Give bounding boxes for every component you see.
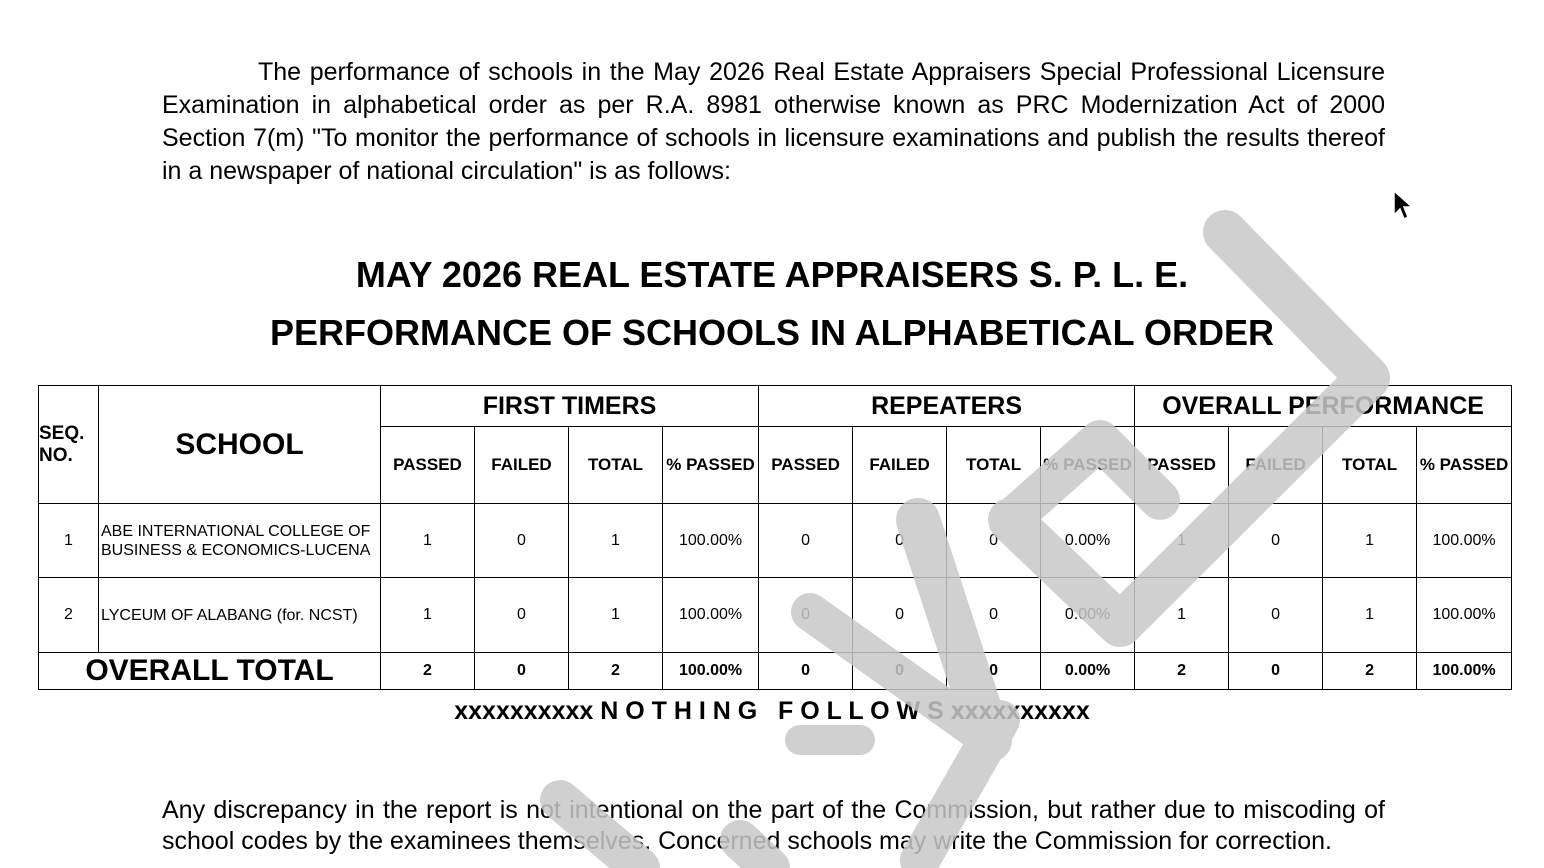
ft-passed-cell: 1 xyxy=(381,578,475,653)
overall-total-row xyxy=(39,653,1512,690)
total-ft-failed: 0 xyxy=(475,653,569,690)
ft-percent-cell: 100.00% xyxy=(663,504,759,578)
table-row xyxy=(39,578,1512,653)
rp-failed-cell: 0 xyxy=(853,504,947,578)
school-performance-table xyxy=(38,385,1512,690)
rp-percent-cell: 0.00% xyxy=(1041,504,1135,578)
ft-total-cell: 1 xyxy=(569,504,663,578)
sub-header-percent-passed: % PASSED xyxy=(1417,427,1512,504)
intro-text: The performance of schools in the May 2026 Real Estate Appraisers Special Professional Licensure Examination in alphabetical order as per R.A. 8981 otherwise known as PRC Modernization Act of 2000 Section 7(m) "To monitor the performance of schools in licensure examinations and publish the results thereof in a newspaper of national circulation" is as follows: xyxy=(162,58,1385,185)
rp-total-cell: 0 xyxy=(947,578,1041,653)
sub-header-total: TOTAL xyxy=(1323,427,1417,504)
ov-passed-cell: 1 xyxy=(1135,578,1229,653)
first-timers-header: FIRST TIMERS xyxy=(381,386,759,427)
sub-header-passed: PASSED xyxy=(381,427,475,504)
sub-header-failed: FAILED xyxy=(853,427,947,504)
total-ov-percent: 100.00% xyxy=(1417,653,1512,690)
sub-header-passed: PASSED xyxy=(1135,427,1229,504)
seq-no-header: SEQ. NO. xyxy=(39,386,99,504)
rp-passed-cell: 0 xyxy=(759,504,853,578)
overall-total-label: OVERALL TOTAL xyxy=(39,653,381,690)
repeaters-header: REPEATERS xyxy=(759,386,1135,427)
total-ov-failed: 0 xyxy=(1229,653,1323,690)
total-rp-passed: 0 xyxy=(759,653,853,690)
total-ov-total: 2 xyxy=(1323,653,1417,690)
ov-failed-cell: 0 xyxy=(1229,578,1323,653)
ov-percent-cell: 100.00% xyxy=(1417,504,1512,578)
mouse-pointer-icon xyxy=(1392,189,1414,223)
total-ft-passed: 2 xyxy=(381,653,475,690)
ft-total-cell: 1 xyxy=(569,578,663,653)
report-subtitle: PERFORMANCE OF SCHOOLS IN ALPHABETICAL ORDER xyxy=(269,312,1275,353)
sub-header-percent-passed: % PASSED xyxy=(663,427,759,504)
header-row-groups xyxy=(39,386,1512,427)
intro-paragraph xyxy=(162,56,1385,188)
ft-passed-cell: 1 xyxy=(381,504,475,578)
ft-percent-cell: 100.00% xyxy=(663,578,759,653)
school-name-cell: ABE INTERNATIONAL COLLEGE OF BUSINESS & ECONOMICS-LUCENA xyxy=(99,504,381,578)
report-title: MAY 2026 REAL ESTATE APPRAISERS S. P. L. E. xyxy=(355,254,1189,295)
seq-cell: 2 xyxy=(39,578,99,653)
ov-total-cell: 1 xyxy=(1323,504,1417,578)
table-row xyxy=(39,504,1512,578)
seq-cell: 1 xyxy=(39,504,99,578)
ft-failed-cell: 0 xyxy=(475,578,569,653)
total-rp-percent: 0.00% xyxy=(1041,653,1135,690)
ov-passed-cell: 1 xyxy=(1135,504,1229,578)
rp-failed-cell: 0 xyxy=(853,578,947,653)
rp-passed-cell: 0 xyxy=(759,578,853,653)
ov-failed-cell: 0 xyxy=(1229,504,1323,578)
total-ft-total: 2 xyxy=(569,653,663,690)
ov-total-cell: 1 xyxy=(1323,578,1417,653)
school-header: SCHOOL xyxy=(99,386,381,504)
ft-failed-cell: 0 xyxy=(475,504,569,578)
disclaimer-paragraph: Any discrepancy in the report is not intentional on the part of the Commission, but rather due to miscoding of school codes by the examinees themselves. Concerned schools may write the Commission for correction. xyxy=(162,796,1385,855)
sub-header-passed: PASSED xyxy=(759,427,853,504)
sub-header-percent-passed: % PASSED xyxy=(1041,427,1135,504)
rp-total-cell: 0 xyxy=(947,504,1041,578)
sub-header-total: TOTAL xyxy=(569,427,663,504)
nothing-follows-line: xxxxxxxxxx N O T H I N G F O L L O W S xxxxxxxxxx xyxy=(454,697,1090,725)
rp-percent-cell: 0.00% xyxy=(1041,578,1135,653)
sub-header-failed: FAILED xyxy=(1229,427,1323,504)
overall-performance-header: OVERALL PERFORMANCE xyxy=(1135,386,1512,427)
total-ft-percent: 100.00% xyxy=(663,653,759,690)
total-rp-total: 0 xyxy=(947,653,1041,690)
total-ov-passed: 2 xyxy=(1135,653,1229,690)
school-name-cell: LYCEUM OF ALABANG (for. NCST) xyxy=(99,578,381,653)
sub-header-failed: FAILED xyxy=(475,427,569,504)
ov-percent-cell: 100.00% xyxy=(1417,578,1512,653)
total-rp-failed: 0 xyxy=(853,653,947,690)
sub-header-total: TOTAL xyxy=(947,427,1041,504)
